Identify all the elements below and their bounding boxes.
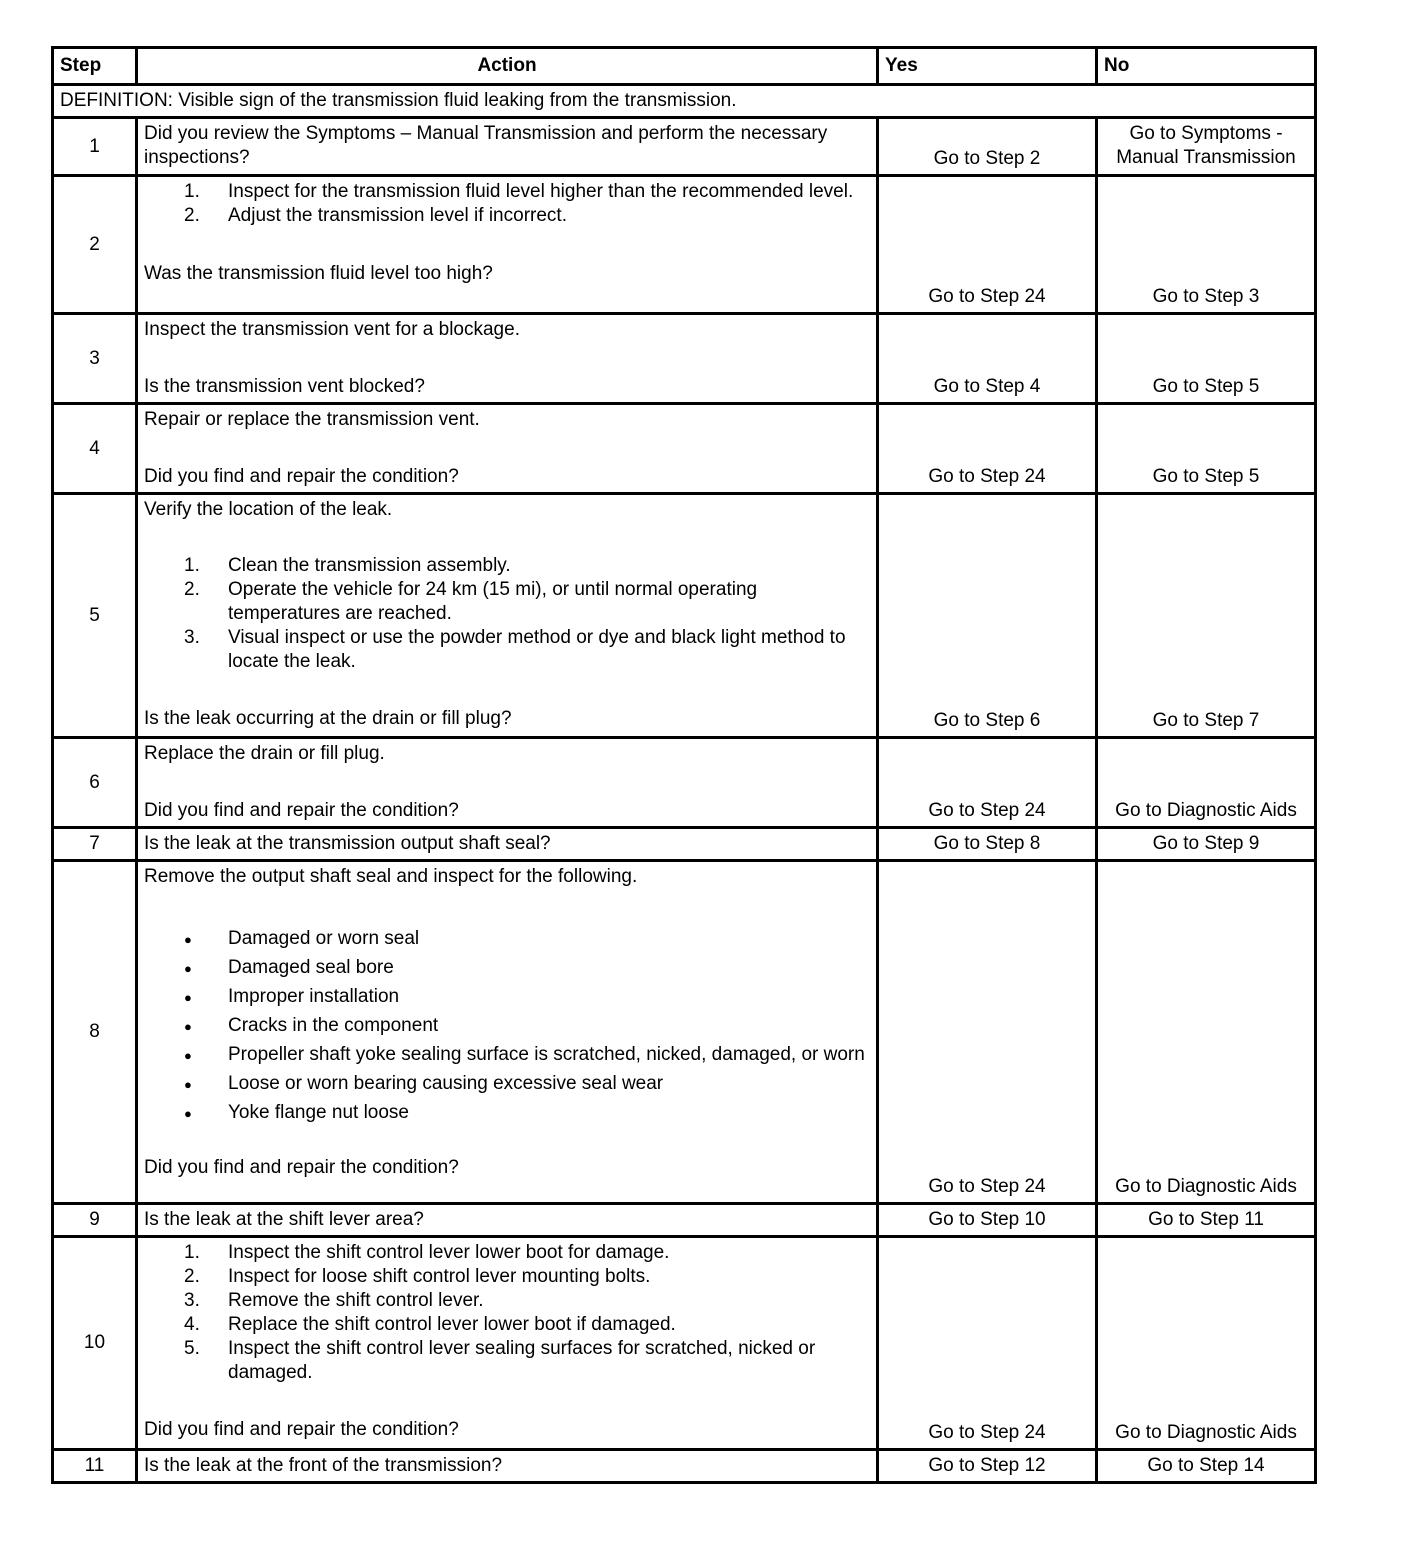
yes-cell: Go to Step 10 <box>878 1204 1097 1237</box>
step-number: 10 <box>53 1237 137 1450</box>
yes-cell: Go to Step 24 <box>878 1237 1097 1450</box>
list-item: 5. Inspect the shift control lever sealing surfaces for scratched, nicked or damaged. <box>184 1338 816 1383</box>
action-question: Did you find and repair the condition? <box>144 1157 459 1178</box>
action-intro: Verify the location of the leak. <box>144 499 393 520</box>
step-number: 5 <box>53 494 137 738</box>
action-cell <box>137 314 878 404</box>
header-no: No <box>1097 48 1316 85</box>
yes-cell: Go to Step 24 <box>878 176 1097 314</box>
header-action: Action <box>137 48 878 85</box>
action-cell <box>137 861 878 1204</box>
no-cell: Go to Step 7 <box>1097 494 1316 738</box>
action-question: Did you find and repair the condition? <box>144 1419 459 1440</box>
table-row <box>53 828 1316 861</box>
list-item: 2. Operate the vehicle for 24 km (15 mi), or until normal operating temperatures are reached. <box>184 579 758 624</box>
list-item: ● Propeller shaft yoke sealing surface is scratched, nicked, damaged, or worn <box>144 1043 870 1068</box>
list-item: ● Cracks in the component <box>144 1014 870 1039</box>
yes-cell: Go to Step 2 <box>878 118 1097 176</box>
numbered-list <box>144 180 870 228</box>
no-cell: Go to Step 9 <box>1097 828 1316 861</box>
list-item: ● Damaged seal bore <box>144 956 870 981</box>
action-cell <box>137 738 878 828</box>
table-row <box>53 1204 1316 1237</box>
no-cell: Go to Step 3 <box>1097 176 1316 314</box>
list-item: ● Yoke flange nut loose <box>144 1101 870 1126</box>
table-row <box>53 738 1316 828</box>
definition-row <box>53 85 1316 118</box>
action-question: Did you review the Symptoms – Manual Transmission and perform the necessary inspections? <box>144 123 828 168</box>
action-cell <box>137 404 878 494</box>
step-number: 4 <box>53 404 137 494</box>
table-row <box>53 861 1316 1204</box>
no-cell: Go to Diagnostic Aids <box>1097 738 1316 828</box>
action-question: Is the leak at the shift lever area? <box>144 1209 424 1230</box>
yes-cell: Go to Step 24 <box>878 738 1097 828</box>
action-intro: Inspect the transmission vent for a blockage. <box>144 319 520 340</box>
table-row <box>53 404 1316 494</box>
header-yes: Yes <box>878 48 1097 85</box>
no-cell: Go to Symptoms - Manual Transmission <box>1097 118 1316 176</box>
list-item: ● Improper installation <box>144 985 870 1010</box>
step-number: 11 <box>53 1450 137 1483</box>
action-question: Was the transmission fluid level too high? <box>144 263 493 284</box>
list-item: 2. Adjust the transmission level if incorrect. <box>184 205 567 226</box>
header-step: Step <box>53 48 137 85</box>
action-intro: Remove the output shaft seal and inspect for the following. <box>144 866 638 887</box>
table-row <box>53 1237 1316 1450</box>
table-row <box>53 1450 1316 1483</box>
table-row <box>53 176 1316 314</box>
step-number: 8 <box>53 861 137 1204</box>
list-item: 1. Clean the transmission assembly. <box>184 555 511 576</box>
yes-cell: Go to Step 24 <box>878 861 1097 1204</box>
no-cell: Go to Diagnostic Aids <box>1097 861 1316 1204</box>
list-item: 3. Visual inspect or use the powder method or dye and black light method to locate the leak. <box>184 627 846 672</box>
numbered-list <box>144 1241 870 1385</box>
action-intro: Repair or replace the transmission vent. <box>144 409 480 430</box>
action-intro: Replace the drain or fill plug. <box>144 743 385 764</box>
list-item: 2. Inspect for loose shift control lever mounting bolts. <box>184 1266 651 1287</box>
table-row <box>53 118 1316 176</box>
action-cell <box>137 118 878 176</box>
action-cell <box>137 494 878 738</box>
list-item: ● Loose or worn bearing causing excessive seal wear <box>144 1072 870 1097</box>
numbered-list <box>144 554 870 674</box>
step-number: 1 <box>53 118 137 176</box>
yes-cell: Go to Step 6 <box>878 494 1097 738</box>
list-item: 4. Replace the shift control lever lower boot if damaged. <box>184 1314 676 1335</box>
no-cell: Go to Step 11 <box>1097 1204 1316 1237</box>
action-question: Is the leak at the transmission output shaft seal? <box>144 833 551 854</box>
action-cell <box>137 828 878 861</box>
yes-cell: Go to Step 24 <box>878 404 1097 494</box>
no-cell: Go to Step 5 <box>1097 314 1316 404</box>
action-cell <box>137 1204 878 1237</box>
definition-text: DEFINITION: Visible sign of the transmission fluid leaking from the transmission. <box>53 85 1316 118</box>
list-item: 1. Inspect for the transmission fluid level higher than the recommended level. <box>184 181 854 202</box>
table-row <box>53 314 1316 404</box>
action-question: Is the leak at the front of the transmission? <box>144 1455 503 1476</box>
action-cell <box>137 176 878 314</box>
action-question: Did you find and repair the condition? <box>144 800 459 821</box>
bullet-list <box>144 927 870 1126</box>
no-cell: Go to Diagnostic Aids <box>1097 1237 1316 1450</box>
step-number: 2 <box>53 176 137 314</box>
step-number: 6 <box>53 738 137 828</box>
action-question: Did you find and repair the condition? <box>144 466 459 487</box>
yes-cell: Go to Step 12 <box>878 1450 1097 1483</box>
action-question: Is the transmission vent blocked? <box>144 376 425 397</box>
step-number: 3 <box>53 314 137 404</box>
yes-cell: Go to Step 8 <box>878 828 1097 861</box>
diagnostic-table <box>51 46 1317 1484</box>
yes-cell: Go to Step 4 <box>878 314 1097 404</box>
list-item: 1. Inspect the shift control lever lower boot for damage. <box>184 1242 670 1263</box>
list-item: 3. Remove the shift control lever. <box>184 1290 484 1311</box>
no-cell: Go to Step 5 <box>1097 404 1316 494</box>
list-item: ● Damaged or worn seal <box>144 927 870 952</box>
action-cell <box>137 1237 878 1450</box>
step-number: 7 <box>53 828 137 861</box>
step-number: 9 <box>53 1204 137 1237</box>
action-question: Is the leak occurring at the drain or fill plug? <box>144 708 512 729</box>
no-cell: Go to Step 14 <box>1097 1450 1316 1483</box>
table-row <box>53 494 1316 738</box>
action-cell <box>137 1450 878 1483</box>
header-row <box>53 48 1316 85</box>
